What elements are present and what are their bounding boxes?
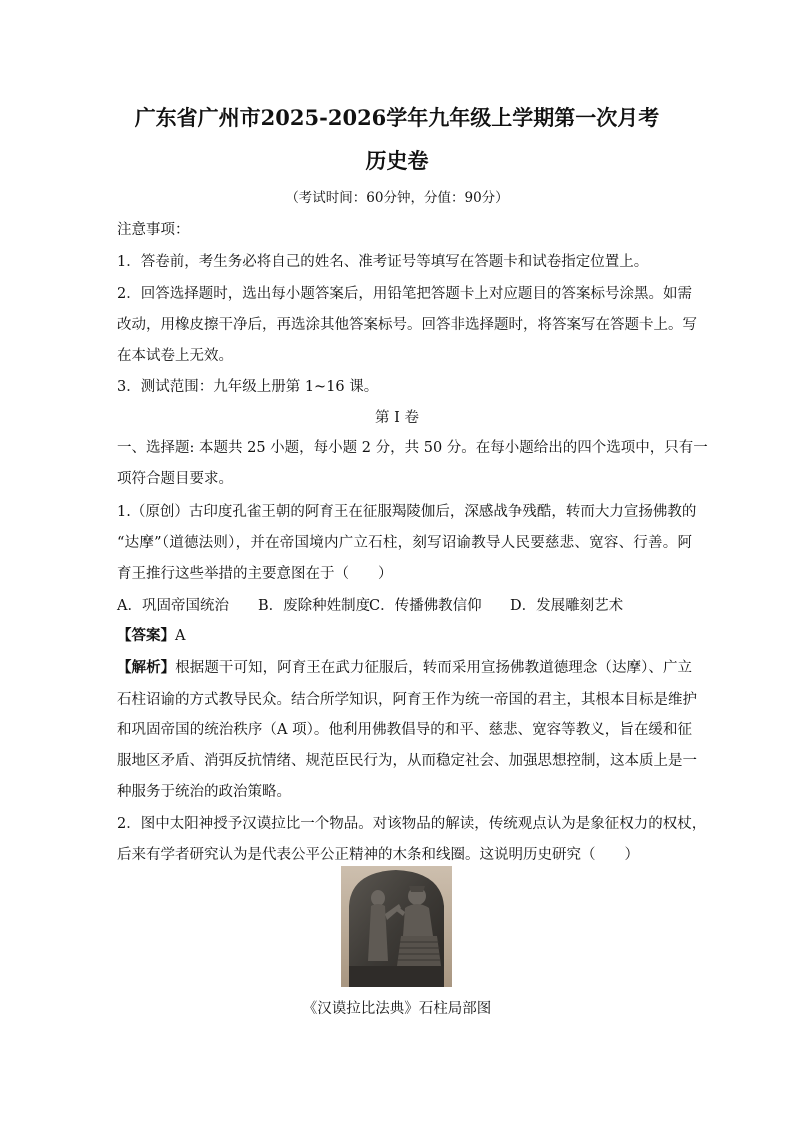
hammurabi-stele-image <box>341 866 452 987</box>
note-item-2-line-1: 2．回答选择题时，选出每小题答案后，用铅笔把答题卡上对应题目的答案标号涂黑。如需 <box>117 286 692 302</box>
q1-stem-line-3: 育王推行这些举措的主要意图在于（ ） <box>117 566 393 582</box>
exam-info: （考试时间：60分钟，分值：90分） <box>285 190 509 206</box>
q1-option-c: C．传播佛教信仰 <box>369 598 482 614</box>
notes-heading: 注意事项： <box>117 222 190 238</box>
q1-analysis-line-4: 服地区矛盾、消弭反抗情绪、规范臣民行为，从而稳定社会、加强思想控制，这本质上是一 <box>117 753 697 769</box>
analysis-label: 【解析】 <box>117 659 176 676</box>
q1-stem-line-2: “达摩”（道德法则），并在帝国境内广立石柱，刻写诏谕教导人民要慈悲、宽容、行善。阿 <box>117 535 692 551</box>
q1-analysis-line-3: 和巩固帝国的统治秩序（A 项）。他利用佛教倡导的和平、慈悲、宽容等教义，旨在缓和征 <box>117 722 692 738</box>
q1-analysis-line-1 <box>117 656 692 677</box>
section-intro-line-2: 项符合题目要求。 <box>117 471 233 487</box>
section-intro-line-1: 一、选择题: 本题共 25 小题，每小题 2 分，共 50 分。在每小题给出的四个选项中，只有一 <box>117 440 708 456</box>
note-item-1: 1．答卷前，考生务必将自己的姓名、准考证号等填写在答题卡和试卷指定位置上。 <box>117 254 649 270</box>
q2-stem-line-2: 后来有学者研究认为是代表公平公正精神的木条和线圈。这说明历史研究（ ） <box>117 847 639 863</box>
q1-option-b: B．废除种姓制度 <box>258 598 371 614</box>
note-item-2-line-2: 改动，用橡皮擦干净后，再选涂其他答案标号。回答非选择题时，将答案写在答题卡上。写 <box>117 317 697 333</box>
q1-stem-line-1: 1.（原创）古印度孔雀王朝的阿育王在征服羯陵伽后，深感战争残酷，转而大力宣扬佛教的 <box>117 504 697 520</box>
analysis-text-1: 根据题干可知，阿育王在武力征服后，转而采用宣扬佛教道德理念（达摩）、广立 <box>175 660 693 676</box>
q2-stem-line-1: 2．图中太阳神授予汉谟拉比一个物品。对该物品的解读，传统观点认为是象征权力的权杖， <box>117 816 707 832</box>
exam-title: 广东省广州市2025-2026学年九年级上学期第一次月考 <box>134 105 660 130</box>
volume-heading: 第 I 卷 <box>375 410 419 426</box>
q1-analysis-line-5: 种服务于统治的政治策略。 <box>117 784 291 800</box>
note-item-2-line-3: 在本试卷上无效。 <box>117 348 233 364</box>
q1-analysis-line-2: 石柱诏谕的方式教导民众。结合所学知识，阿育王作为统一帝国的君主，其根本目标是维护 <box>117 692 697 708</box>
q1-answer <box>117 624 692 645</box>
exam-subject: 历史卷 <box>365 148 429 173</box>
q1-option-d: D．发展雕刻艺术 <box>510 598 624 614</box>
answer-value: A <box>175 628 186 644</box>
note-item-3: 3．测试范围：九年级上册第 1~16 课。 <box>117 379 379 395</box>
q1-option-a: A．巩固帝国统治 <box>117 598 229 614</box>
answer-label: 【答案】 <box>117 627 175 644</box>
figure-caption: 《汉谟拉比法典》石柱局部图 <box>302 1001 492 1017</box>
